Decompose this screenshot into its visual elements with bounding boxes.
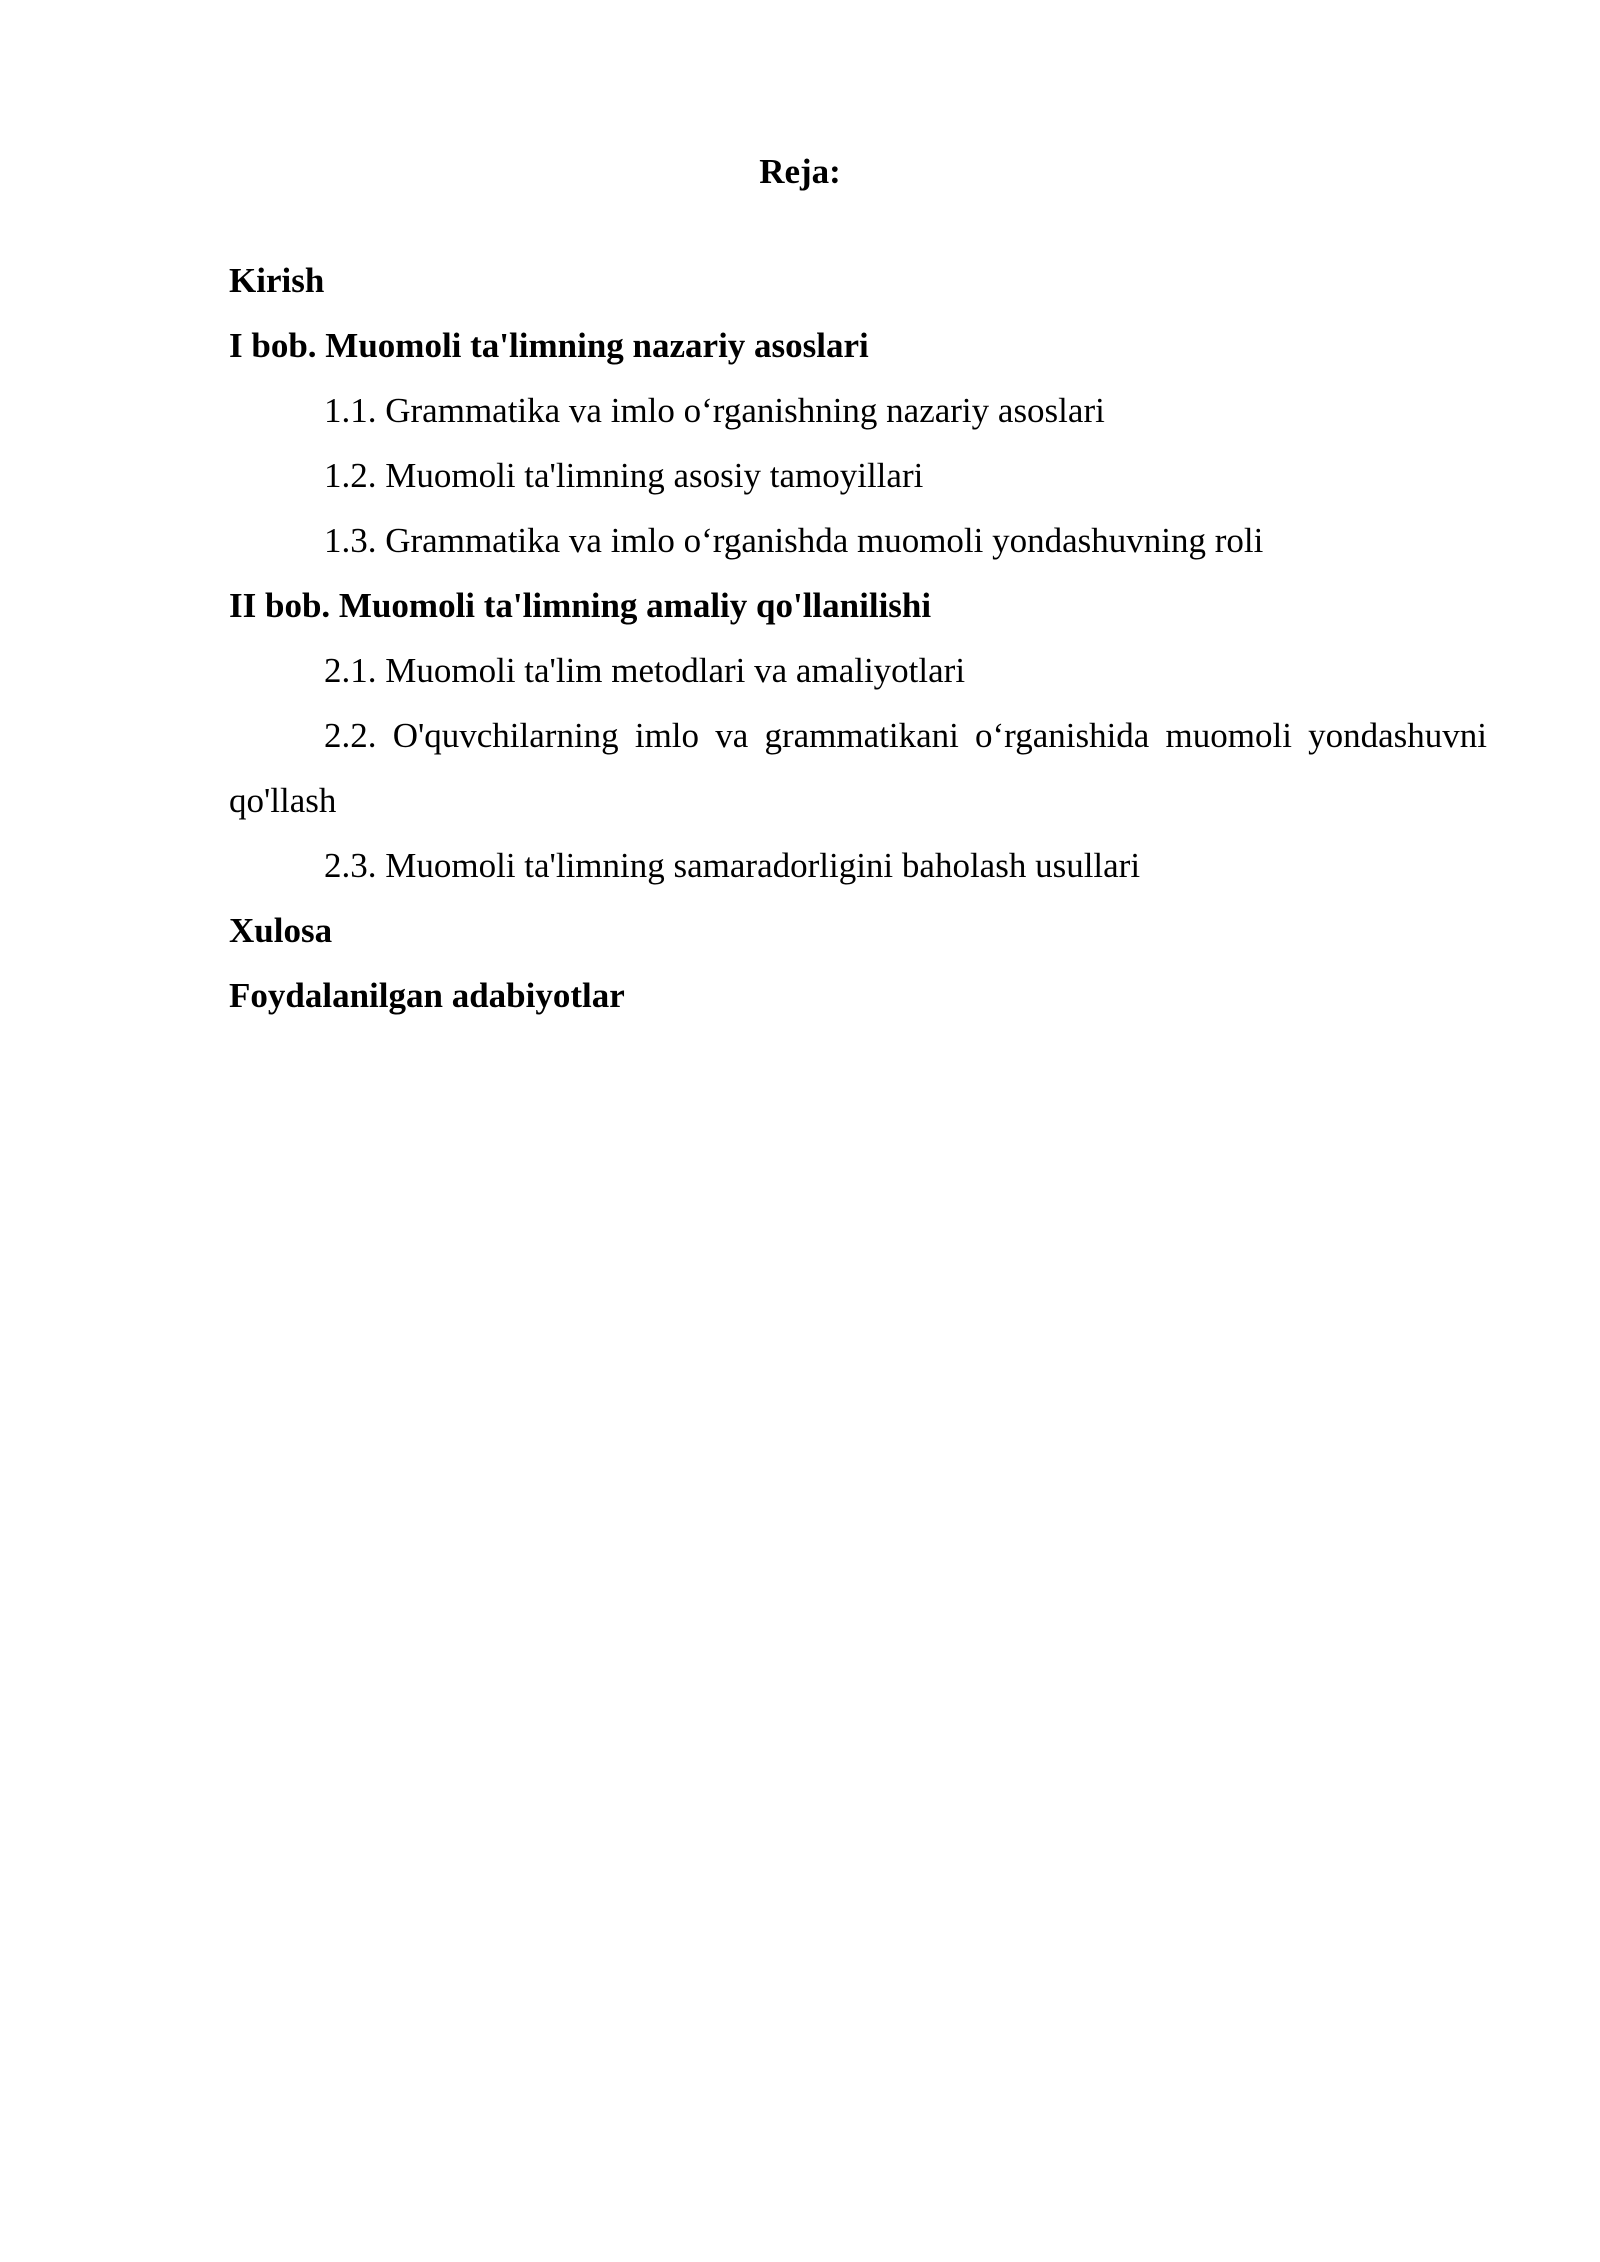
toc-section-2-3: 2.3. Muomoli ta'limning samaradorligini baholash usullari: [324, 846, 1141, 885]
toc-conclusion: Xulosa: [229, 911, 333, 950]
toc-section-1-1: 1.1. Grammatika va imlo o‘rganishning nazariy asoslari: [324, 391, 1105, 430]
toc-intro: Kirish: [229, 261, 325, 300]
table-of-contents: [229, 248, 1487, 1028]
toc-section-2-2: 2.2. O'quvchilarning imlo va grammatikani o‘rganishida muomoli yondashuvni qo'llash: [229, 716, 1487, 820]
toc-section-1-3: 1.3. Grammatika va imlo o‘rganishda muomoli yondashuvning roli: [324, 521, 1264, 560]
toc-chapter-1: I bob. Muomoli ta'limning nazariy asoslari: [229, 326, 869, 365]
page-title: Reja:: [759, 152, 841, 191]
toc-chapter-2: II bob. Muomoli ta'limning amaliy qo'llanilishi: [229, 586, 932, 625]
toc-section-2-1: 2.1. Muomoli ta'lim metodlari va amaliyotlari: [324, 651, 966, 690]
toc-references: Foydalanilgan adabiyotlar: [229, 976, 625, 1015]
toc-section-1-2: 1.2. Muomoli ta'limning asosiy tamoyillari: [324, 456, 924, 495]
